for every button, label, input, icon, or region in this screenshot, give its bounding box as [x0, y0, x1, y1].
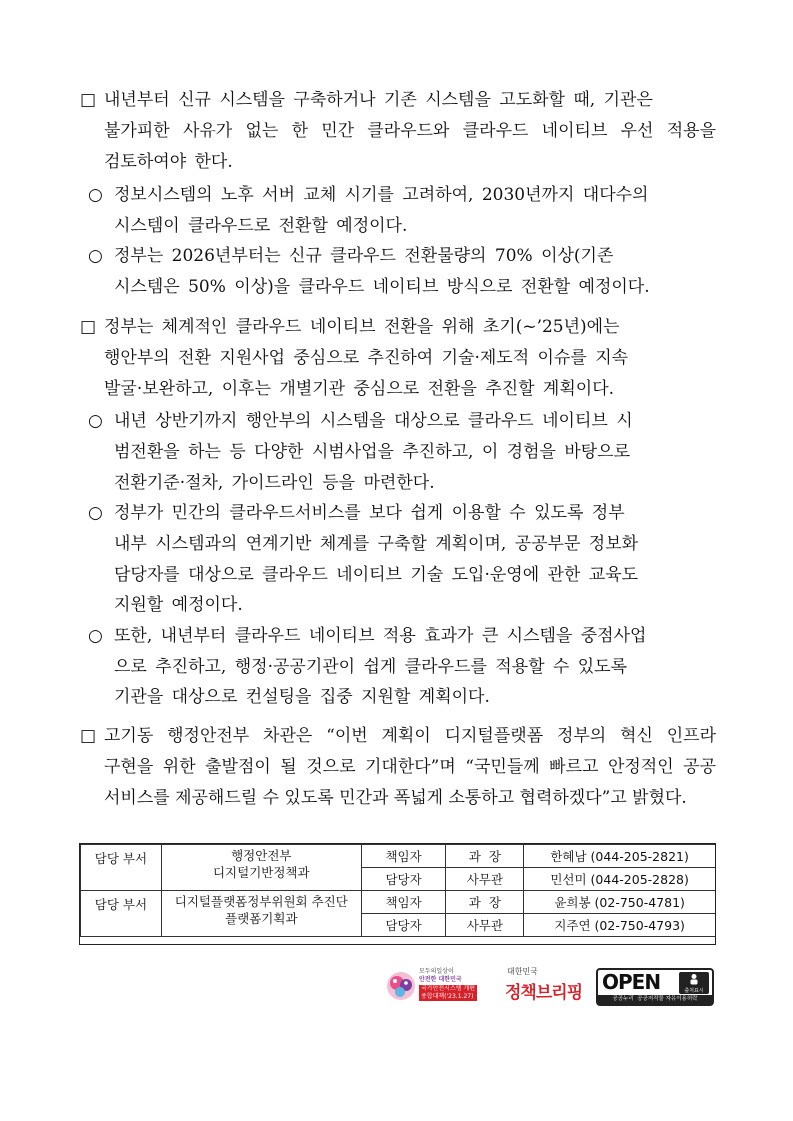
person-cell: 민선미 (044-205-2828) — [524, 868, 716, 891]
bullet-text: 내부 시스템과의 연계기반 체계를 구축할 계획이며, 공공부문 정보화 — [114, 534, 639, 554]
org-cell — [161, 891, 361, 937]
org-cell — [161, 845, 361, 891]
open-wordmark: OPEN — [602, 970, 661, 994]
section-text: 정부는 체계적인 클라우드 네이티브 전환을 위해 초기(~’25년)에는 — [104, 317, 620, 337]
bullet-text: 담당자를 대상으로 클라우드 네이티브 기술 도입·운영에 관한 교육도 — [114, 565, 639, 585]
title-cell: 사무관 — [446, 868, 524, 891]
campaign-line: 종합대책('23.1.27) — [419, 993, 477, 1001]
title-cell: 사무관 — [446, 914, 524, 937]
campaign-line: 국가안전시스템 개편 — [421, 985, 476, 992]
bullet-text: 지원할 예정이다. — [114, 595, 243, 615]
table-row — [81, 845, 716, 868]
safety-campaign-logo — [385, 966, 483, 1008]
circle-bullet-icon: ○ — [88, 185, 103, 205]
table-row — [81, 891, 716, 914]
policy-briefing-wordmark: 정책브리핑 — [505, 983, 583, 1003]
square-bullet-icon: □ — [80, 317, 97, 337]
person-cell: 윤희봉 (02-750-4781) — [524, 891, 716, 914]
section-text: 구현을 위한 출발점이 될 것으로 기대한다”며 “국민들께 빠르고 안정적인 공공 — [104, 757, 716, 777]
attribution-badge — [679, 972, 709, 994]
bullet-text: 으로 추진하고, 행정·공공기관이 쉽게 클라우드를 적용할 수 있도록 — [114, 657, 628, 677]
section-text: 불가피한 사유가 없는 한 민간 클라우드와 클라우드 네이티브 우선 적용을 — [104, 121, 716, 141]
section-text: 고기동 행정안전부 차관은 “이번 계획이 디지털플랫폼 정부의 혁신 인프라 — [104, 726, 716, 746]
title-cell: 과 장 — [446, 891, 524, 914]
section-text: 검토하여야 한다. — [104, 152, 233, 172]
campaign-line: 안전한 대한민국 — [419, 976, 462, 983]
section-text: 서비스를 제공해드릴 수 있도록 민간과 폭넓게 소통하고 협력하겠다”고 밝혔다. — [104, 788, 687, 808]
section-text: 행안부의 전환 지원사업 중심으로 추진하여 기술·제도적 이슈를 지속 — [104, 348, 629, 368]
role-cell: 담당자 — [361, 914, 446, 937]
family-emblem-icon — [385, 970, 417, 1006]
person-cell: 지주연 (02-750-4793) — [524, 914, 716, 937]
role-cell: 책임자 — [361, 845, 446, 868]
bullet-text: 정부가 민간의 클라우드서비스를 보다 쉽게 이용할 수 있도록 정부 — [114, 503, 625, 523]
square-bullet-icon: □ — [80, 90, 97, 110]
title-cell: 과 장 — [446, 845, 524, 868]
square-bullet-icon: □ — [80, 726, 97, 746]
policy-briefing-logo — [505, 966, 589, 1008]
bullet-text: 정보시스템의 노후 서버 교체 시기를 고려하여, 2030년까지 대다수의 — [114, 185, 649, 205]
bullet-text: 내년 상반기까지 행안부의 시스템을 대상으로 클라우드 네이티브 시 — [114, 411, 633, 431]
org-name: 행정안전부 — [231, 848, 292, 863]
bullet-text: 기관을 대상으로 컨설팅을 집중 지원할 계획이다. — [114, 687, 490, 707]
dept-label: 담당 부서 — [81, 845, 162, 891]
circle-bullet-icon: ○ — [88, 411, 103, 431]
role-cell: 책임자 — [361, 891, 446, 914]
person-icon — [688, 973, 700, 985]
dept-label: 담당 부서 — [81, 891, 162, 937]
section-text: 발굴·보완하고, 이후는 개별기관 중심으로 전환을 추진할 계획이다. — [104, 379, 615, 399]
circle-bullet-icon: ○ — [88, 626, 103, 646]
campaign-text — [419, 968, 477, 1001]
role-cell: 담당자 — [361, 868, 446, 891]
section-text: 내년부터 신규 시스템을 구축하거나 기존 시스템을 고도화할 때, 기관은 — [104, 90, 653, 110]
contact-table — [80, 844, 716, 937]
attribution-badge-text: 출처표시 — [684, 988, 704, 994]
policy-briefing-top: 대한민국 — [507, 967, 538, 976]
org-division: 디지털기반정책과 — [212, 865, 310, 880]
open-kogl-logo — [596, 968, 714, 1006]
bullet-text: 시스템이 클라우드로 전환할 예정이다. — [114, 216, 408, 236]
bullet-text: 전환기준·절차, 가이드라인 등을 마련한다. — [114, 473, 435, 493]
campaign-line: 모두의일상이 — [419, 968, 454, 975]
circle-bullet-icon: ○ — [88, 503, 103, 523]
person-cell: 한혜남 (044-205-2821) — [524, 845, 716, 868]
bullet-text: 범전환을 하는 등 다양한 시범사업을 추진하고, 이 경험을 바탕으로 — [114, 442, 631, 462]
kogl-caption: 공공누리 공공저작물 자유이용허락 — [598, 995, 712, 1004]
circle-bullet-icon: ○ — [88, 246, 103, 266]
org-division: 플랫폼기획과 — [225, 911, 298, 926]
bullet-text: 시스템은 50% 이상)을 클라우드 네이티브 방식으로 전환할 예정이다. — [114, 277, 650, 297]
org-name: 디지털플랫폼정부위원회 추진단 — [174, 894, 348, 909]
bullet-text: 정부는 2026년부터는 신규 클라우드 전환물량의 70% 이상(기존 — [114, 246, 614, 266]
bullet-text: 또한, 내년부터 클라우드 네이티브 적용 효과가 큰 시스템을 중점사업 — [114, 626, 647, 646]
